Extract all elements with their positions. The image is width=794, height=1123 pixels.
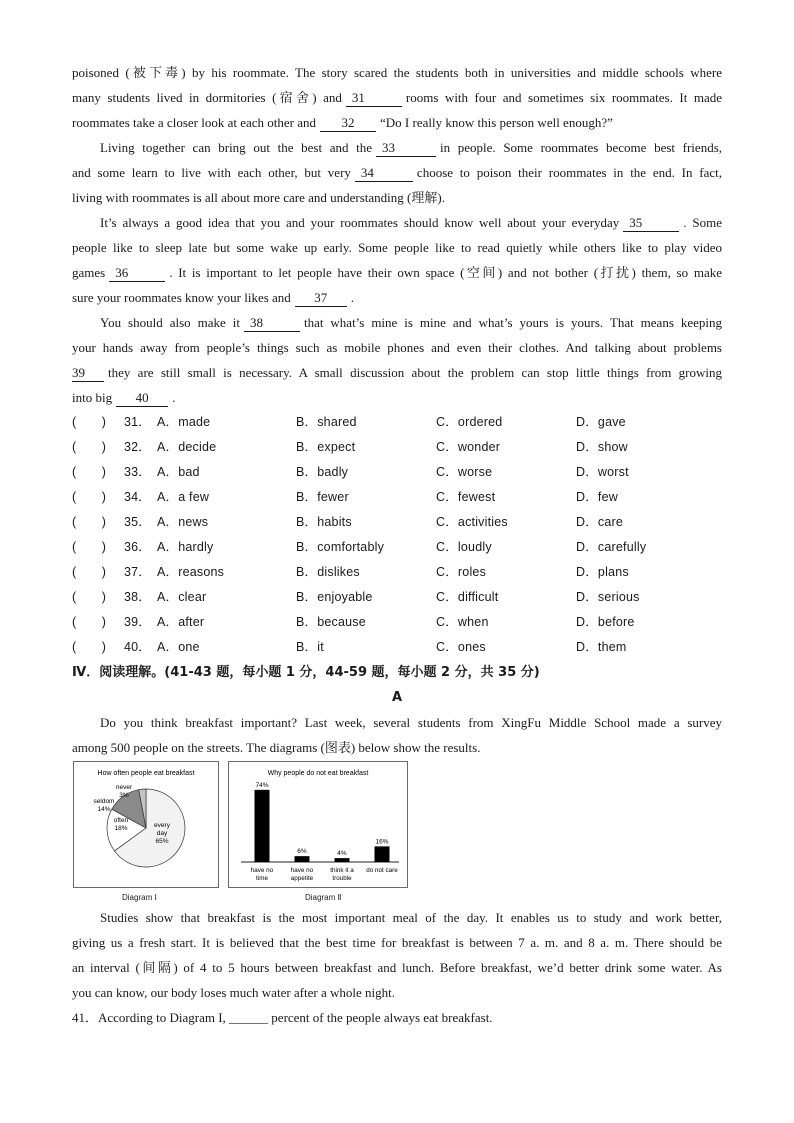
option-b[interactable]: B．shared <box>296 415 357 429</box>
option-d[interactable]: D．worst <box>576 465 629 479</box>
text: 41．According to Diagram I, <box>72 1010 226 1025</box>
text: roommates take a closer look at each other and <box>72 115 317 130</box>
bar-value-label: 6% <box>297 848 307 856</box>
label-never: never <box>115 784 133 791</box>
blank-31[interactable]: 31 <box>346 90 402 107</box>
bar-value-label: 4% <box>337 850 347 858</box>
option-d[interactable]: D．show <box>576 440 628 454</box>
blank-34[interactable]: 34 <box>355 165 413 182</box>
passage-line <box>72 235 722 260</box>
text: Living together can bring out the best and the <box>100 140 373 155</box>
answer-bracket[interactable]: ( ) <box>72 440 107 454</box>
text: It’s always a good idea that you and your roommates should know well about your everyday <box>100 215 620 230</box>
answer-blank-41[interactable]: ______ <box>229 1010 269 1025</box>
blank-40[interactable]: 40 <box>116 390 168 407</box>
text: that what’s mine is mine and what’s yours is yours. That means keeping <box>303 315 723 330</box>
option-d[interactable]: D．few <box>576 490 618 504</box>
option-d[interactable]: D．before <box>576 615 635 629</box>
blank-37[interactable]: 37 <box>295 290 347 307</box>
label-every: every <box>154 822 170 829</box>
option-b[interactable]: B．habits <box>296 515 352 529</box>
option-a[interactable]: A．made <box>157 415 211 429</box>
answer-bracket[interactable]: ( ) <box>72 490 107 504</box>
text: among 500 people on the streets. The diagrams (图表) below show the results. <box>72 740 481 755</box>
passage-line <box>72 160 722 185</box>
option-a[interactable]: A．bad <box>157 465 200 479</box>
bar-value-label: 16% <box>375 838 389 846</box>
option-a[interactable]: A．clear <box>157 590 207 604</box>
text: your hands away from people’s things such as mobile phones and even their clothes. And talking about problems <box>72 340 722 355</box>
bar-2 <box>295 856 310 862</box>
option-a[interactable]: A．reasons <box>157 565 225 579</box>
text: percent of the people always eat breakfast. <box>271 1010 493 1025</box>
blank-35[interactable]: 35 <box>623 215 679 232</box>
text: choose to poison their roommates in the end. In fact, <box>416 165 723 180</box>
answer-bracket[interactable]: ( ) <box>72 590 107 604</box>
text: an interval (间隔) of 4 to 5 hours between breakfast and lunch. Before breakfast, we’d better drink some water. As <box>72 960 722 975</box>
passage-line <box>72 335 722 360</box>
question-number: 40． <box>124 640 152 654</box>
option-d[interactable]: D．care <box>576 515 624 529</box>
text: many students lived in dormitories (宿舍) and <box>72 90 342 105</box>
label-seldom-pct: 14% <box>97 806 111 813</box>
passage-line <box>72 930 722 955</box>
answer-bracket[interactable]: ( ) <box>72 515 107 529</box>
diagram-1-caption: Diagram Ⅰ <box>122 893 157 902</box>
answer-bracket[interactable]: ( ) <box>72 640 107 654</box>
text: people like to sleep late but some wake up early. Some people like to read quietly while others like to play video <box>72 240 722 255</box>
label-often-pct: 18% <box>114 825 128 832</box>
option-a[interactable]: A．decide <box>157 440 217 454</box>
text: . Some <box>683 215 722 230</box>
option-c[interactable]: C．difficult <box>436 590 499 604</box>
bar-1 <box>255 790 270 862</box>
question-41 <box>72 1005 722 1030</box>
question-number: 39． <box>124 615 152 629</box>
blank-38[interactable]: 38 <box>244 315 300 332</box>
diagram-2-caption: Diagram Ⅱ <box>305 893 342 902</box>
option-c[interactable]: C．wonder <box>436 440 501 454</box>
question-number: 38． <box>124 590 152 604</box>
text: living with roommates is all about more care and understanding (理解). <box>72 190 445 205</box>
text: . It is important to let people have their own space (空间) and not bother (打扰) them, so make <box>169 265 722 280</box>
diagram-2 <box>228 761 408 888</box>
question-number: 35． <box>124 515 152 529</box>
option-c[interactable]: C．roles <box>436 565 487 579</box>
text: you can know, our body loses much water after a whole night. <box>72 985 395 1000</box>
option-d[interactable]: D．gave <box>576 415 626 429</box>
passage-line <box>100 905 722 930</box>
option-a[interactable]: A．news <box>157 515 209 529</box>
option-b[interactable]: B．fewer <box>296 490 349 504</box>
blank-39[interactable]: 39 <box>72 365 104 382</box>
passage-line <box>72 735 722 760</box>
label-every-day-pct: 65% <box>155 838 169 845</box>
text: giving us a fresh start. It is believed that the best time for breakfast is between 7 a. m. and 8 a. m. There should be <box>72 935 722 950</box>
label-seldom: seldom <box>93 798 115 805</box>
bar-category-label: think it a <box>330 867 354 874</box>
option-a[interactable]: A．hardly <box>157 540 214 554</box>
option-c[interactable]: C．when <box>436 615 489 629</box>
blank-33[interactable]: 33 <box>376 140 436 157</box>
text: and some learn to live with each other, but very <box>72 165 351 180</box>
bar-category-label: appetite <box>290 875 314 882</box>
question-number: 34． <box>124 490 152 504</box>
passage-line <box>72 285 722 310</box>
passage-line <box>72 955 722 980</box>
bar-chart-svg <box>229 762 407 887</box>
option-a[interactable]: A．one <box>157 640 200 654</box>
passage-line <box>72 360 722 385</box>
option-d[interactable]: D．carefully <box>576 540 647 554</box>
option-c[interactable]: C．fewest <box>436 490 496 504</box>
bar-value-label: 74% <box>255 781 269 789</box>
blank-36[interactable]: 36 <box>109 265 165 282</box>
text: . <box>172 390 176 405</box>
label-often: often <box>113 817 129 824</box>
option-c[interactable]: C．loudly <box>436 540 492 554</box>
text: they are still small is necessary. A small discussion about the problem can stop little things from growing <box>108 365 722 380</box>
section-heading: Ⅳ．阅读理解。(41-43 题，每小题 1 分，44-59 题，每小题 2 分，共 35 分) <box>72 665 540 680</box>
bar-category-label: trouble <box>332 875 352 882</box>
text: Studies show that breakfast is the most important meal of the day. It enables us to study and work better, <box>100 910 722 925</box>
answer-bracket[interactable]: ( ) <box>72 615 107 629</box>
bar-3 <box>335 858 350 862</box>
passage-line <box>100 710 722 735</box>
answer-bracket[interactable]: ( ) <box>72 540 107 554</box>
text: games <box>72 265 106 280</box>
bar-category-label: time <box>256 875 268 882</box>
passage-line <box>72 385 722 410</box>
chart-title: How often people eat breakfast <box>97 770 195 777</box>
text: . <box>350 290 355 305</box>
diagram-1 <box>73 761 219 888</box>
question-number: 37． <box>124 565 152 579</box>
answer-bracket[interactable]: ( ) <box>72 465 107 479</box>
passage-line <box>100 210 722 235</box>
passage-line <box>72 185 722 210</box>
option-b[interactable]: B．enjoyable <box>296 590 373 604</box>
option-b[interactable]: B．dislikes <box>296 565 360 579</box>
option-b[interactable]: B．it <box>296 640 324 654</box>
passage-line <box>100 135 722 160</box>
option-c[interactable]: C．worse <box>436 465 493 479</box>
text: into big <box>72 390 113 405</box>
option-a[interactable]: A．a few <box>157 490 210 504</box>
text: sure your roommates know your likes and <box>72 290 291 305</box>
blank-32[interactable]: 32 <box>320 115 376 132</box>
answer-bracket[interactable]: ( ) <box>72 415 107 429</box>
part-title: A <box>391 690 403 705</box>
label-never-pct: 3% <box>119 792 129 799</box>
bar-category-label: do not care <box>366 867 398 874</box>
text: You should also make it <box>100 315 240 330</box>
option-d[interactable]: D．serious <box>576 590 640 604</box>
chart-title: Why people do not eat breakfast <box>267 770 369 777</box>
passage-line <box>72 980 722 1005</box>
text: in people. Some roommates become best friends, <box>440 140 723 155</box>
question-number: 33． <box>124 465 152 479</box>
passage-line <box>72 85 722 110</box>
pie-chart-svg <box>74 762 218 887</box>
option-c[interactable]: C．ordered <box>436 415 503 429</box>
option-d[interactable]: D．them <box>576 640 627 654</box>
option-d[interactable]: D．plans <box>576 565 629 579</box>
text: Do you think breakfast important? Last week, several students from XingFu Middle School made a survey <box>100 715 722 730</box>
text: rooms with four and sometimes six roommates. It made <box>405 90 722 105</box>
option-b[interactable]: B．comfortably <box>296 540 385 554</box>
question-number: 36． <box>124 540 152 554</box>
question-number: 32． <box>124 440 152 454</box>
bar-category-label: have no <box>250 867 274 874</box>
option-b[interactable]: B．expect <box>296 440 356 454</box>
bar-4 <box>375 846 390 862</box>
passage-line <box>72 60 722 85</box>
question-number: 31． <box>124 415 152 429</box>
bar-category-label: have no <box>290 867 314 874</box>
answer-bracket[interactable]: ( ) <box>72 565 107 579</box>
option-b[interactable]: B．badly <box>296 465 349 479</box>
text: poisoned (被下毒) by his roommate. The story scared the students both in universities and middle schools where <box>72 65 722 80</box>
option-c[interactable]: C．ones <box>436 640 486 654</box>
passage-line <box>72 110 722 135</box>
option-c[interactable]: C．activities <box>436 515 508 529</box>
passage-line <box>100 310 722 335</box>
option-b[interactable]: B．because <box>296 615 366 629</box>
text: “Do I really know this person well enough?” <box>380 115 613 130</box>
label-day: day <box>156 830 168 837</box>
option-a[interactable]: A．after <box>157 615 205 629</box>
passage-line <box>72 260 722 285</box>
